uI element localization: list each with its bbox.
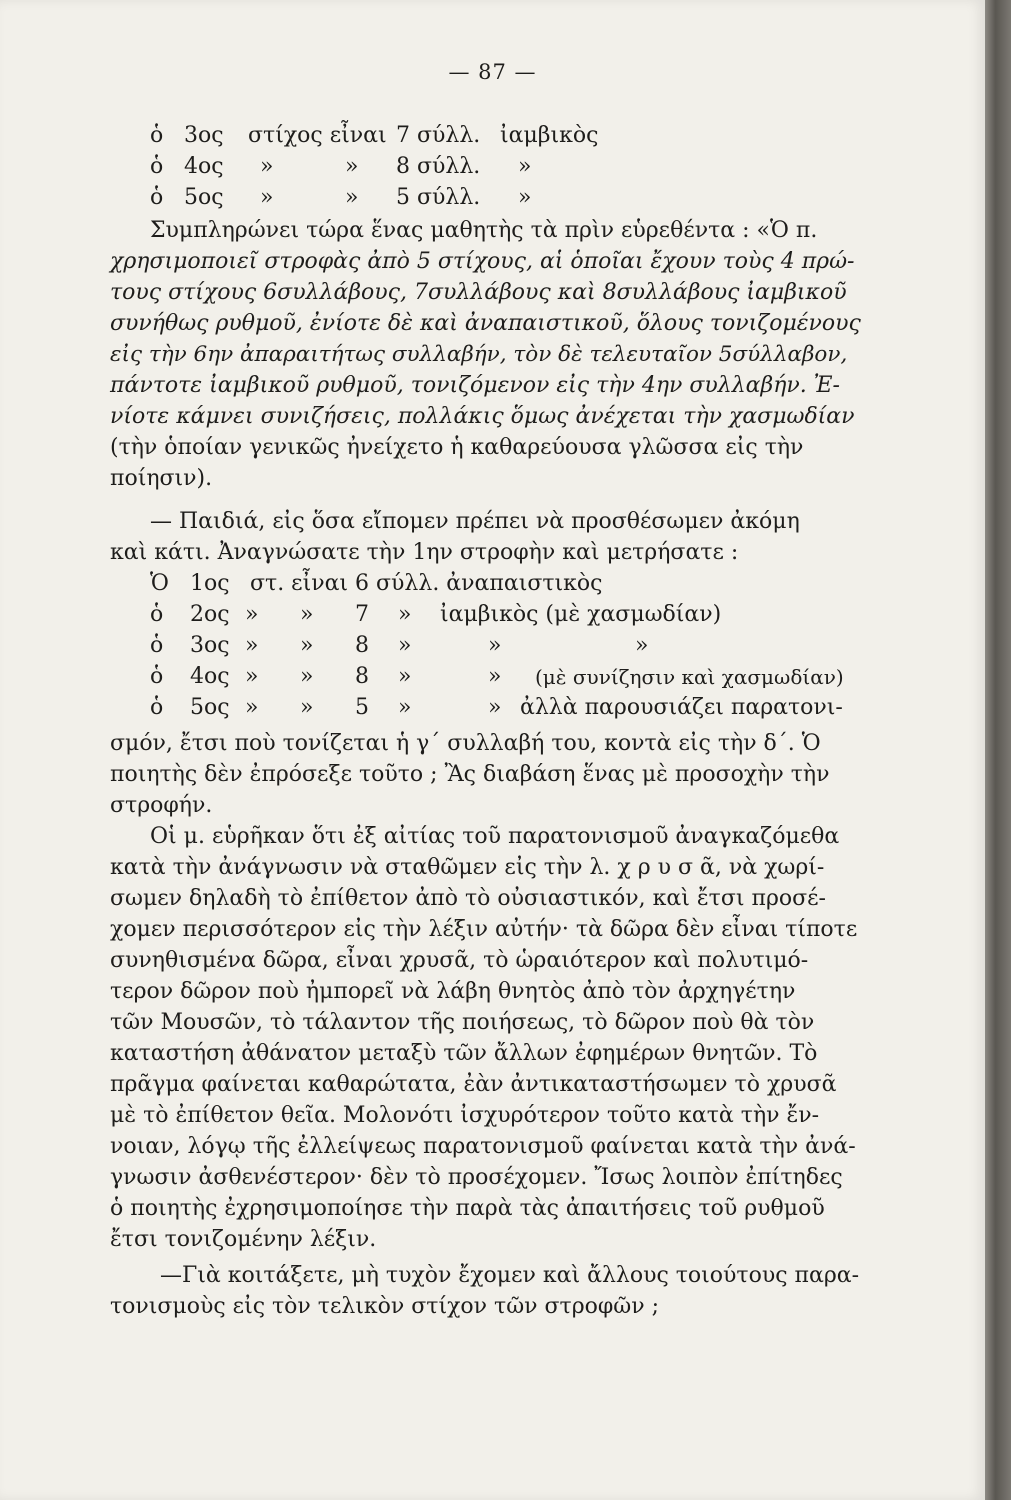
verse-count-row — [150, 153, 850, 181]
text-line: τους στίχους 6συλλάβους, 7συλλάβους καὶ 8συλλάβους ἰαμβικοῦ — [110, 280, 847, 305]
ditto-mark: » — [300, 602, 314, 627]
ditto-mark: » — [245, 602, 259, 627]
ditto-mark: » — [398, 633, 412, 658]
ditto-mark: » — [300, 664, 314, 689]
text-line: ποιητὴς δὲν ἐπρόσεξε τοῦτο ; Ἂς διαβάση ἕνας μὲ προσοχὴν τὴν — [110, 762, 830, 787]
syllables: 7 σύλλ. — [396, 123, 481, 148]
text-line: χομεν περισσότερον εἰς τὴν λέξιν αὐτήν· τὰ δῶρα δὲν εἶναι τίποτε — [110, 917, 858, 942]
description: ἰαμβικὸς (μὲ χασμωδίαν) — [440, 602, 722, 627]
ditto-mark: » — [398, 695, 412, 720]
article: ὁ — [150, 602, 164, 627]
ditto-mark: » — [300, 695, 314, 720]
ditto-mark: » — [518, 185, 532, 210]
ordinal: 3ος — [190, 633, 230, 658]
ditto-mark: » — [635, 633, 649, 658]
ditto-mark: » — [245, 695, 259, 720]
text-line: τονισμοὺς εἰς τὸν τελικὸν στίχον τῶν στροφῶν ; — [110, 1294, 660, 1319]
article: ὁ — [150, 664, 164, 689]
ordinal: 2ος — [190, 602, 230, 627]
syllable-count: 5 — [355, 695, 369, 720]
text-line: πρᾶγμα φαίνεται καθαρώτατα, ἐὰν ἀντικαταστήσωμεν τὸ χρυσᾶ — [110, 1072, 837, 1097]
ditto-mark: » — [398, 664, 412, 689]
text-line: καὶ κάτι. Ἀναγνώσατε τὴν 1ην στροφὴν καὶ μετρήσατε : — [110, 540, 739, 565]
article: ὁ — [150, 633, 164, 658]
ordinal: 5ος — [190, 695, 230, 720]
syllable-count: 7 — [355, 602, 369, 627]
text-line: τῶν Μουσῶν, τὸ τάλαντον τῆς ποιήσεως, τὸ δῶρον ποὺ θὰ τὸν — [110, 1010, 815, 1035]
text-line: μὲ τὸ ἐπίθετον θεῖα. Μολονότι ἰσχυρότερον τοῦτο κατὰ τὴν ἔν- — [110, 1103, 820, 1128]
ditto-mark: » — [260, 154, 274, 179]
article: Ὁ — [150, 571, 169, 596]
text-line: ὁ ποιητὴς ἐχρησιμοποίησε τὴν παρὰ τὰς ἀπαιτήσεις τοῦ ρυθμοῦ — [110, 1196, 825, 1221]
text-line: εἰς τὴν 6ην ἀπαραιτήτως συλλαβήν, τὸν δὲ τελευταῖον 5σύλλαβον, — [110, 342, 848, 367]
ordinal: 4ος — [190, 664, 230, 689]
text-line: νίοτε κάμνει συνιζήσεις, πολλάκις ὅμως ἀνέχεται τὴν χασμωδίαν — [110, 404, 855, 429]
text-line: στροφήν. — [110, 793, 213, 818]
text-line: (τὴν ὁποίαν γενικῶς ἠνείχετο ἡ καθαρεύουσα γλῶσσα εἰς τὴν — [110, 435, 804, 460]
verse-count-row — [150, 663, 862, 691]
verse-count-row — [150, 632, 862, 660]
text-line: καταστήση ἀθάνατον μεταξὺ τῶν ἄλλων ἐφημέρων θνητῶν. Τὸ — [110, 1041, 818, 1066]
text-line: πάντοτε ἰαμβικοῦ ρυθμοῦ, τονιζόμενον εἰς τὴν 4ην συλλαβήν. Ἐ- — [110, 373, 840, 398]
ditto-mark: » — [300, 633, 314, 658]
ordinal: 4ος — [184, 154, 224, 179]
article: ὁ — [150, 185, 164, 210]
ditto-mark: » — [488, 695, 502, 720]
text-line: —Γιὰ κοιτάξετε, μὴ τυχὸν ἔχομεν καὶ ἄλλους τοιούτους παρα- — [160, 1263, 860, 1288]
verse-count-row — [150, 570, 862, 598]
ordinal: 3ος — [184, 123, 224, 148]
verse-count-row — [150, 184, 850, 212]
description: ἀλλὰ παρουσιάζει παρατονι- — [520, 695, 843, 720]
book-spine-shadow — [985, 0, 1011, 1500]
ditto-mark: » — [245, 664, 259, 689]
article: ὁ — [150, 123, 164, 148]
article: ὁ — [150, 154, 164, 179]
text-line: — Παιδιά, εἰς ὅσα εἴπομεν πρέπει νὰ προσθέσωμεν ἀκόμη — [150, 509, 800, 534]
ditto-mark: » — [260, 185, 274, 210]
text-line: σμόν, ἔτσι ποὺ τονίζεται ἡ γ΄ συλλαβή του, κοντὰ εἰς τὴν δ΄. Ὁ — [110, 731, 821, 756]
text-line: κατὰ τὴν ἀνάγνωσιν νὰ σταθῶμεν εἰς τὴν λ. χ ρ υ σ ᾶ, νὰ χωρί- — [110, 855, 825, 880]
label: στίχος εἶναι — [248, 123, 387, 148]
text-line: χρησιμοποιεῖ στροφὰς ἀπὸ 5 στίχους, αἱ ὁποῖαι ἔχουν τοὺς 4 πρώ- — [110, 249, 855, 274]
description: (μὲ συνίζησιν καὶ χασμωδίαν) — [535, 665, 844, 689]
article: ὁ — [150, 695, 164, 720]
text-line: Συμπληρώνει τώρα ἕνας μαθητὴς τὰ πρὶν εὑρεθέντα : «Ὁ π. — [150, 218, 818, 243]
text-line: συνήθως ρυθμοῦ, ἐνίοτε δὲ καὶ ἀναπαιστικοῦ, ὅλους τονιζομένους — [110, 311, 861, 336]
syllables: 5 σύλλ. — [396, 185, 481, 210]
syllable-count: 8 — [355, 633, 369, 658]
ordinal: 5ος — [184, 185, 224, 210]
ditto-mark: » — [518, 154, 532, 179]
meter: ἰαμβικὸς — [500, 123, 599, 148]
ditto-mark: » — [245, 633, 259, 658]
text-line: συνηθισμένα δῶρα, εἶναι χρυσᾶ, τὸ ὡραιότερον καὶ πολυτιμό- — [110, 948, 809, 973]
ditto-mark: » — [345, 185, 359, 210]
text-line: Οἱ μ. εὑρῆκαν ὅτι ἐξ αἰτίας τοῦ παρατονισμοῦ ἀναγκαζόμεθα — [150, 824, 840, 849]
text-line: γνωσιν ἀσθενέστερον· δὲν τὸ προσέχομεν. Ἴσως λοιπὸν ἐπίτηδες — [110, 1165, 843, 1190]
ditto-mark: » — [345, 154, 359, 179]
ditto-mark: » — [488, 664, 502, 689]
syllables: 8 σύλλ. — [396, 154, 481, 179]
page-number: — 87 — — [448, 60, 537, 84]
ordinal: 1ος — [190, 571, 230, 596]
text-line: ποίησιν). — [110, 466, 213, 491]
verse-count-row — [150, 694, 862, 722]
ditto-mark: » — [488, 633, 502, 658]
ditto-mark: » — [398, 602, 412, 627]
label: στ. εἶναι 6 σύλλ. ἀναπαιστικὸς — [250, 571, 603, 596]
syllable-count: 8 — [355, 664, 369, 689]
text-line: νοιαν, λόγῳ τῆς ἐλλείψεως παρατονισμοῦ φαίνεται κατὰ τὴν ἀνά- — [110, 1134, 856, 1159]
text-line: τερον δῶρον ποὺ ἠμπορεῖ νὰ λάβη θνητὸς ἀπὸ τὸν ἀρχηγέτην — [110, 979, 796, 1004]
verse-count-row — [150, 122, 850, 150]
text-line: ἔτσι τονιζομένην λέξιν. — [110, 1227, 377, 1252]
verse-count-row — [150, 601, 862, 629]
text-line: σωμεν δηλαδὴ τὸ ἐπίθετον ἀπὸ τὸ οὐσιαστικόν, καὶ ἔτσι προσέ- — [110, 886, 826, 911]
